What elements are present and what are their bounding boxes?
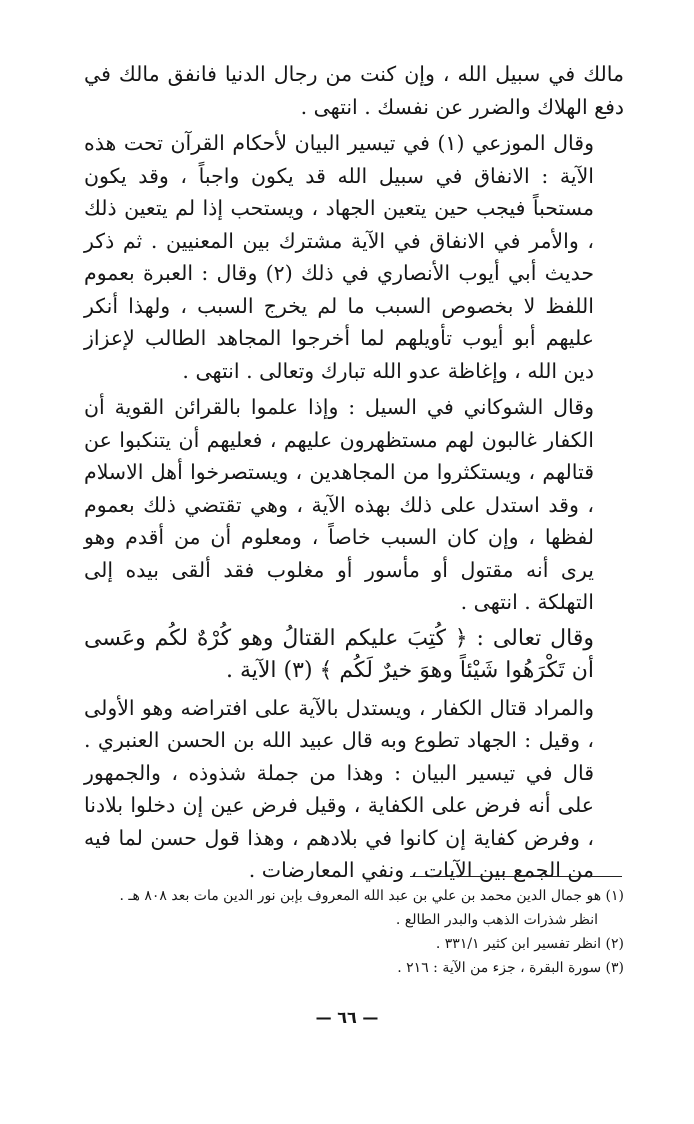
footnotes	[84, 884, 624, 980]
quran-verse-paragraph: وقال تعالى : ﴿ كُتِبَ عليكم القتالُ وهو كُرْهٌ لكُم وعَسى أن تَكْرَهُوا شَيْئاً وهوَ خيرٌ لَكُم ﴾ (٣) الآية .	[84, 625, 594, 683]
paragraph-3: وقال الشوكاني في السيل : وإذا علموا بالقرائن القوية أن الكفار غالبون لهم مستظهرون عليهم ، فعليهم أن يتنكبوا عن قتالهم ، ويستكثروا من المجاهدين ، ويستصرخوا أهل الاسلام ، وقد استدل على ذلك بهذه الآية ، وهي تقتضي ذلك بعموم لفظها ، وإن كان السبب خاصاً ، ومعلوم أن من أقدم وهو يرى أنه مقتول أو مأسور أو مغلوب فقد ألقى بيده إلى التهلكة . انتهى .	[84, 395, 594, 614]
footnote-2: (٢) انظر تفسير ابن كثير ٣٣١/١ .	[435, 936, 624, 952]
footnote-divider	[410, 876, 622, 877]
paragraph-5: والمراد قتال الكفار ، ويستدل بالآية على افتراضه وهو الأولى ، وقيل : الجهاد تطوع وبه قال عبيد الله بن الحسن العنبري . قال في تيسير البيان : وهذا من جملة شذوذه ، والجمهور على أنه فرض على الكفاية ، وقيل فرض عين إن دخلوا بلادنا ، وفرض كفاية إن كانوا في بلادهم ، وهذا قول حسن لما فيه من الجمع بين الآيات ، ونفي المعارضات .	[84, 695, 594, 882]
paragraph-2: وقال الموزعي (١) في تيسير البيان لأحكام القرآن تحت هذه الآية : الانفاق في سبيل الله قد يكون واجباً ، وقد يكون مستحباً فيجب حين يتعين الجهاد ، ويستحب إذا لم يتعين ذلك ، والأمر في الانفاق في الآية مشترك بين المعنيين . ثم ذكر حديث أبي أيوب الأنصاري في ذلك (٢) وقال : العبرة بعموم اللفظ لا بخصوص السبب ما لم يخرج السبب ، ولهذا أنكر عليهم أبو أيوب تأويلهم لما أخرجوا المجاهد الطالب لإعزاز دين الله ، وإغاظة عدو الله تبارك وتعالى . انتهى .	[84, 131, 595, 383]
main-text	[84, 58, 624, 887]
paragraph-1: مالك في سبيل الله ، وإن كنت من رجال الدنيا فانفق مالك في دفع الهلاك والضرر عن نفسك . انتهى .	[84, 62, 624, 119]
footnote-1-continuation: انظر شذرات الذهب والبدر الطالع .	[395, 912, 598, 928]
page-number: — ٦٦ —	[315, 1008, 379, 1027]
footnote-3: (٣) سورة البقرة ، جزء من الآية : ٢١٦ .	[397, 960, 624, 976]
footnote-1: (١) هو جمال الدين محمد بن علي بن عبد الله المعروف بإبن نور الدين مات بعد ٨٠٨ هـ .	[119, 888, 624, 904]
